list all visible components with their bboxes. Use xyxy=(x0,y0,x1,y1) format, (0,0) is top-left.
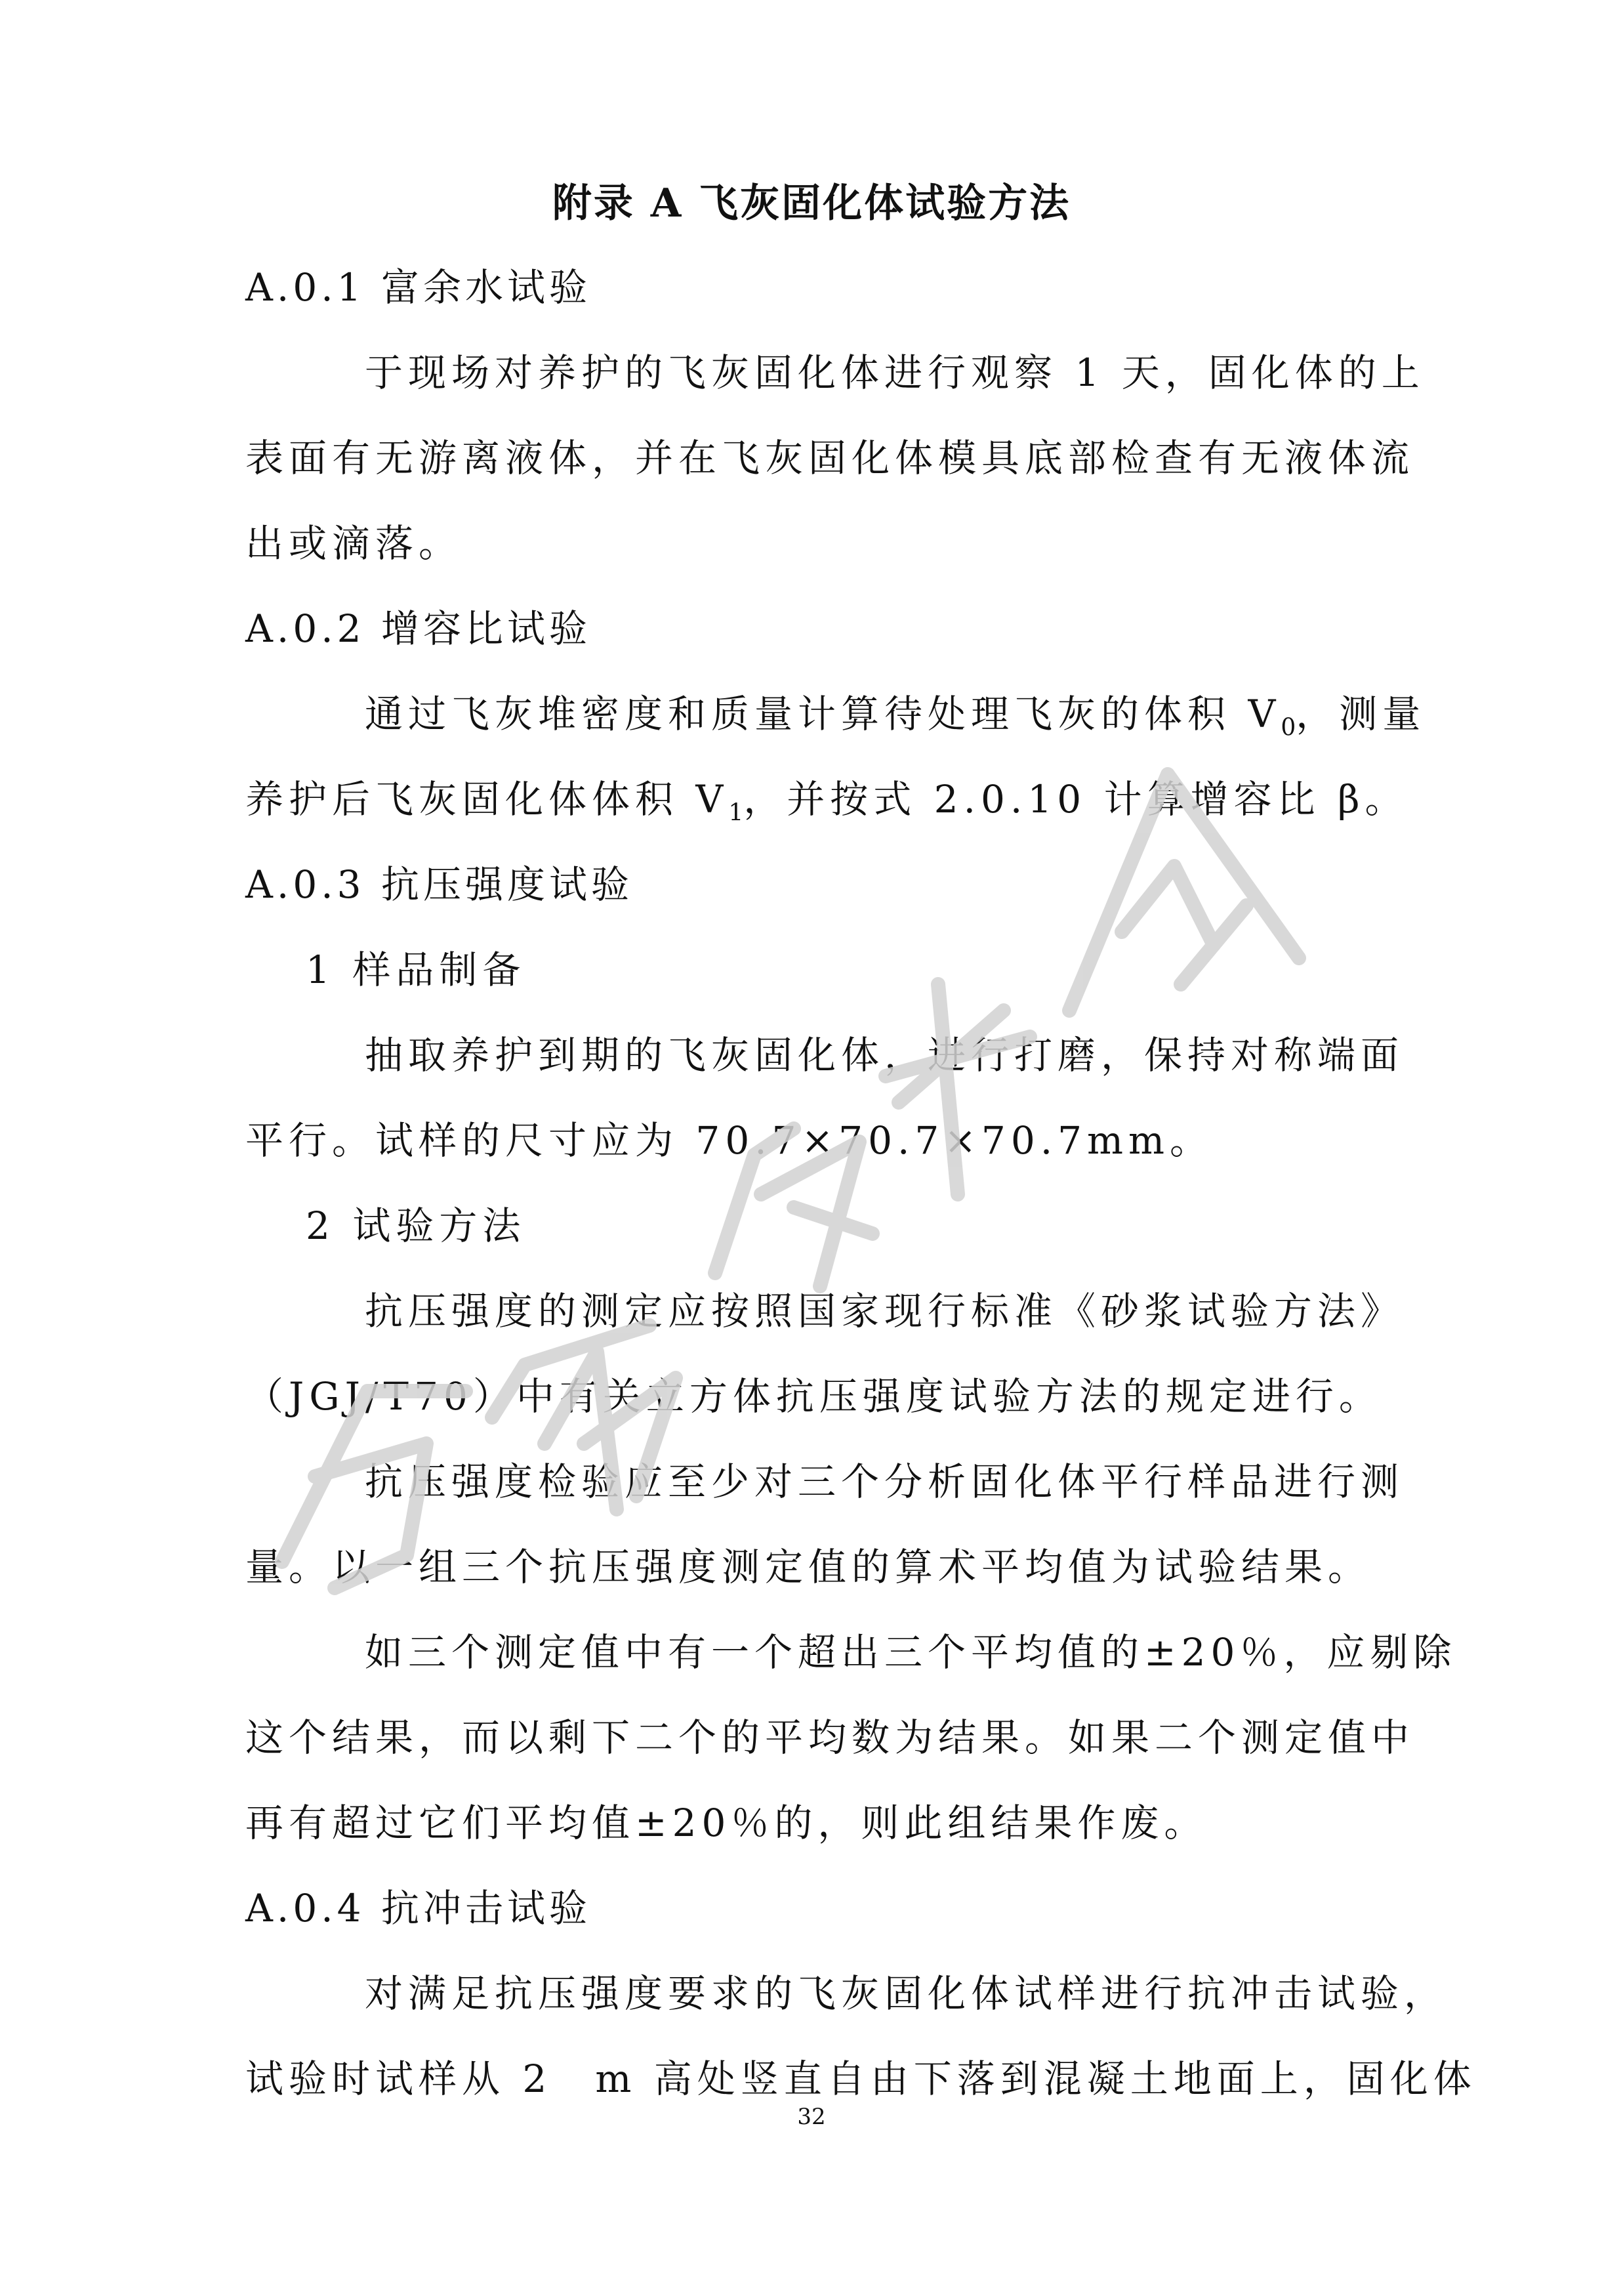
page-number: 32 xyxy=(797,2104,826,2130)
paragraph-line: 抗压强度检验应至少对三个分析固化体平行样品进行测 xyxy=(365,1459,1405,1504)
page-title: 附录 A 飞灰固化体试验方法 xyxy=(552,180,1071,226)
paragraph-line: 表面有无游离液体，并在飞灰固化体模具底部检查有无液体流 xyxy=(245,436,1415,480)
section-heading-a03: A.0.3 抗压强度试验 xyxy=(245,862,633,907)
paragraph-line: 试验时试样从 2 m 高处竖直自由下落到混凝土地面上，固化体 xyxy=(245,2056,1477,2101)
paragraph-line: （JGJ/T70）中有关立方体抗压强度试验方法的规定进行。 xyxy=(245,1374,1382,1419)
paragraph-line: 抗压强度的测定应按照国家现行标准《砂浆试验方法》 xyxy=(365,1289,1405,1333)
section-heading-a02: A.0.2 增容比试验 xyxy=(245,606,591,651)
paragraph-line: 出或滴落。 xyxy=(245,521,462,566)
subsection-heading: 1 样品制备 xyxy=(306,948,526,992)
paragraph-line: 于现场对养护的飞灰固化体进行观察 1 天，固化体的上 xyxy=(365,350,1425,395)
paragraph-line: 平行。试样的尺寸应为 70.7×70.7×70.7mm。 xyxy=(245,1118,1214,1163)
paragraph-line: 通过飞灰堆密度和质量计算待处理飞灰的体积 $V_0$，测量 xyxy=(365,692,1426,741)
paragraph-line: 如三个测定值中有一个超出三个平均值的±20％，应剔除 xyxy=(365,1630,1457,1675)
subsection-heading: 2 试验方法 xyxy=(306,1203,526,1248)
paragraph-line: 量。以一组三个抗压强度测定值的算术平均值为试验结果。 xyxy=(245,1545,1372,1589)
section-heading-a01: A.0.1 富余水试验 xyxy=(245,265,591,310)
paragraph-line: 这个结果，而以剩下二个的平均数为结果。如果二个测定值中 xyxy=(245,1715,1415,1760)
paragraph-line: 再有超过它们平均值±20％的，则此组结果作废。 xyxy=(245,1801,1208,1845)
section-heading-a04: A.0.4 抗冲击试验 xyxy=(245,1886,591,1931)
paragraph-line: 养护后飞灰固化体体积 $V_1$，并按式 2.0.10 计算增容比 β。 xyxy=(245,777,1408,827)
paragraph-line: 对满足抗压强度要求的飞灰固化体试样进行抗冲击试验， xyxy=(365,1971,1448,2016)
paragraph-line: 抽取养护到期的飞灰固化体，进行打磨，保持对称端面 xyxy=(365,1033,1405,1077)
